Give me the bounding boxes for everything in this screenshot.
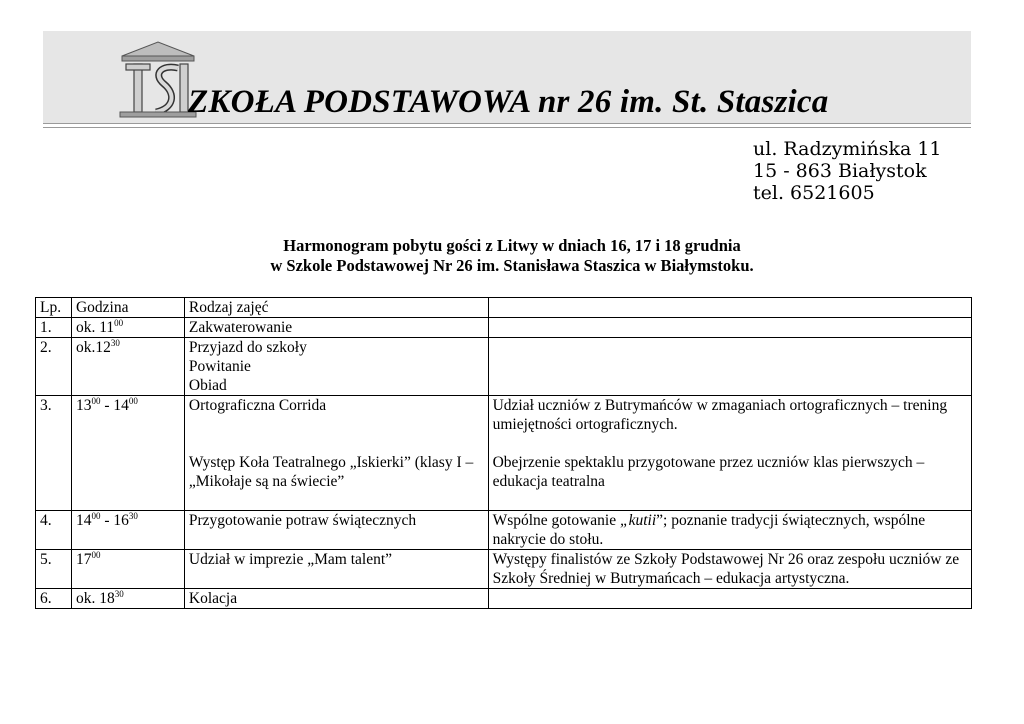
header-desc	[488, 298, 971, 318]
row-time: $ok.12^{30}$	[71, 338, 184, 396]
row-lp: 1.	[36, 318, 72, 338]
desc-corrida: Udział uczniów z Butrymańców w zmaganiach ortograficznych – trening umiejętności ortograficznych.	[492, 397, 948, 433]
row-lp: 5.	[36, 550, 72, 589]
desc-theatre: Obejrzenie spektaklu przygotowane przez uczniów klas pierwszych – edukacja teatralna	[492, 454, 925, 490]
row-time: $17^{00}$	[71, 550, 184, 589]
table-row	[36, 396, 972, 511]
row-time: $14^{00} - 16^{30}$	[71, 511, 184, 550]
table-row	[36, 318, 972, 338]
row-lp: 3.	[36, 396, 72, 511]
row-desc	[488, 396, 971, 511]
table-row	[36, 550, 972, 589]
row-desc	[488, 589, 971, 609]
schedule-table	[35, 297, 972, 609]
row-time: ok. $11^{00}$	[71, 318, 184, 338]
row-type: Przygotowanie potraw świątecznych	[184, 511, 488, 550]
row-type: Udział w imprezie „Mam talent”	[184, 550, 488, 589]
address-city: 15 - 863 Białystok	[753, 160, 927, 182]
row-type: Zakwaterowanie	[184, 318, 488, 338]
header-time: Godzina	[71, 298, 184, 318]
activity-corrida: Ortograficzna Corrida	[188, 397, 327, 414]
table-header-row	[36, 298, 972, 318]
document-title	[0, 236, 1024, 276]
row-lp: 4.	[36, 511, 72, 550]
title-line-1: Harmonogram pobytu gości z Litwy w dniach 16, 17 i 18 grudnia	[283, 236, 741, 255]
table-row	[36, 338, 972, 396]
row-desc: Występy finalistów ze Szkoły Podstawowej Nr 26 oraz zespołu uczniów ze Szkoły Średniej w Butrymańcach – edukacja artystyczna.	[488, 550, 971, 589]
header-lp: Lp.	[36, 298, 72, 318]
row-type: Przyjazd do szkoły Powitanie Obiad	[184, 338, 488, 396]
row-desc: Wspólne gotowanie „kutii”; poznanie tradycji świątecznych, wspólne nakrycie do stołu.	[488, 511, 971, 550]
address-street: ul. Radzymińska 11	[753, 138, 942, 160]
title-line-2: w Szkole Podstawowej Nr 26 im. Stanisława Staszica w Białymstoku.	[270, 256, 754, 275]
row-desc	[488, 338, 971, 396]
row-type: Kolacja	[184, 589, 488, 609]
address-phone: tel. 6521605	[753, 182, 875, 204]
table-row	[36, 589, 972, 609]
letterhead-divider	[43, 127, 971, 128]
row-lp: 6.	[36, 589, 72, 609]
school-name: ZKOŁA PODSTAWOWA nr 26 im. St. Staszica	[188, 84, 829, 120]
row-type	[184, 396, 488, 511]
row-desc	[488, 318, 971, 338]
row-time: $13^{00} - 14^{00}$	[71, 396, 184, 511]
table-row	[36, 511, 972, 550]
header-type: Rodzaj zajęć	[184, 298, 488, 318]
row-time: ok. $18^{30}$	[71, 589, 184, 609]
school-address	[753, 138, 942, 204]
school-logo	[118, 38, 198, 120]
row-lp: 2.	[36, 338, 72, 396]
activity-theatre: Występ Koła Teatralnego „Iskierki” (klasy I – „Mikołaje są na świecie”	[188, 454, 474, 490]
